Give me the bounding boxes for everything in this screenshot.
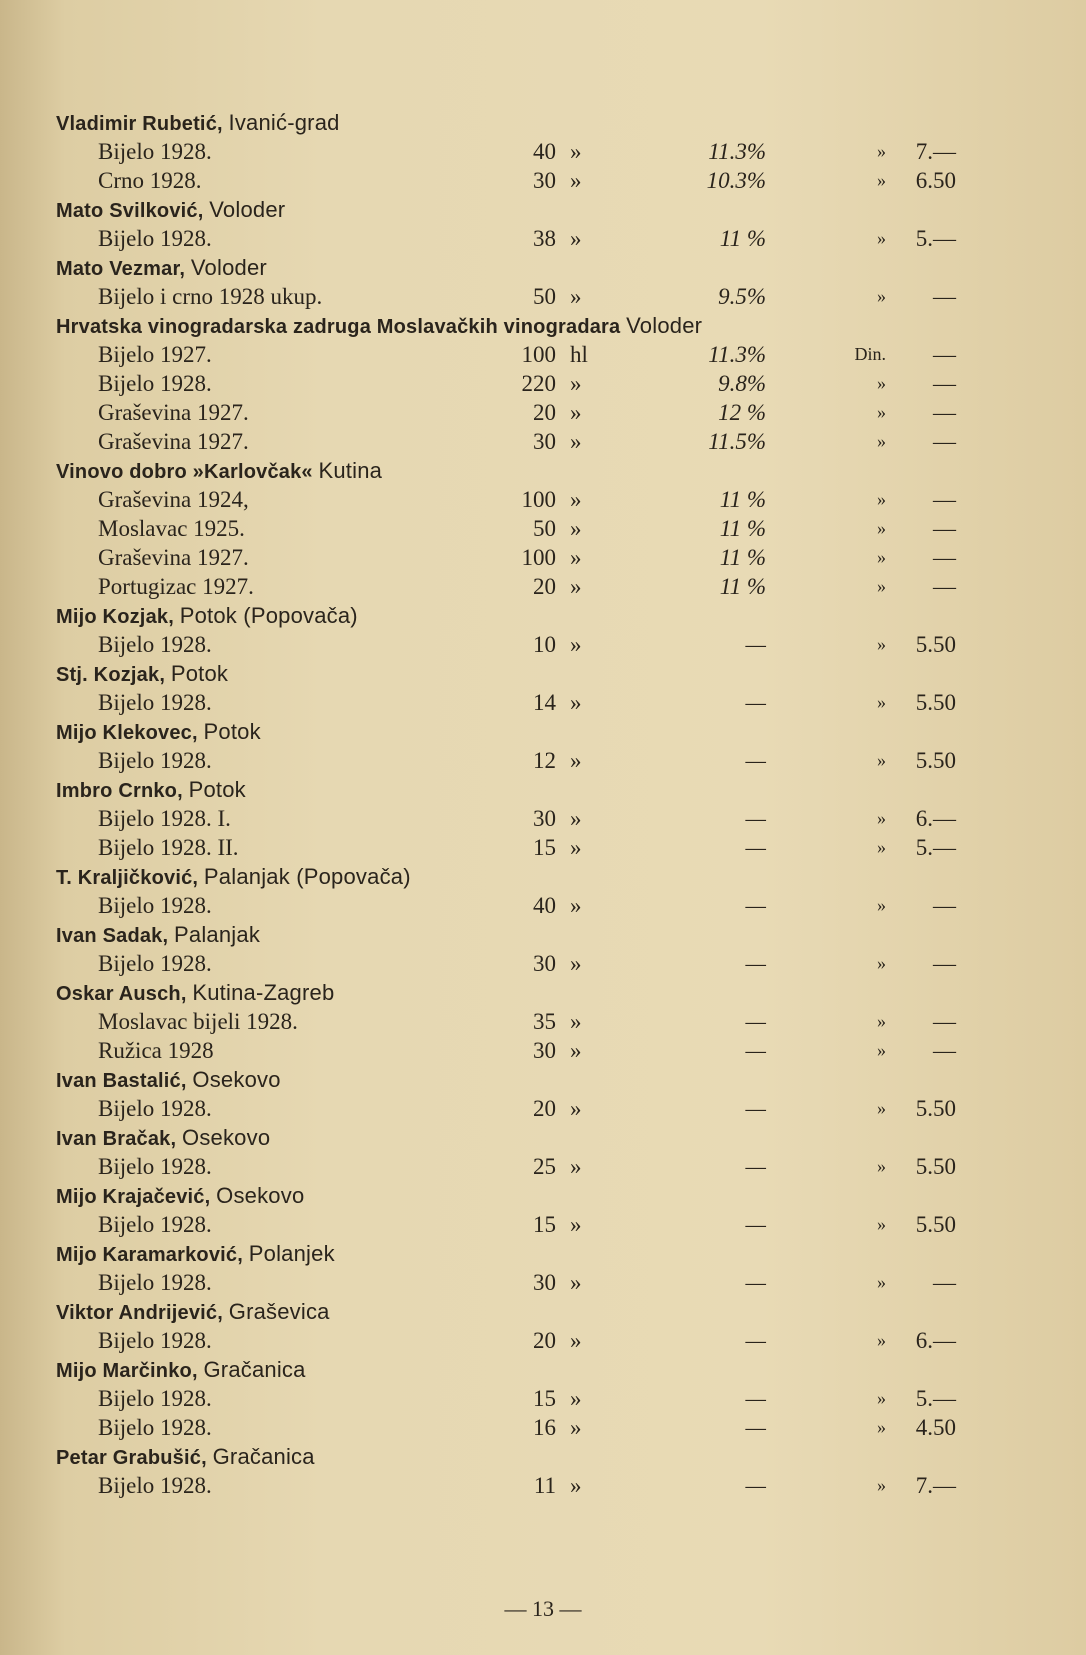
wine-quantity: 35: [533, 1009, 556, 1034]
producer-place: Voloder: [190, 255, 267, 280]
producer-label: Ivan Bračak,: [56, 1128, 177, 1150]
wine-price: —: [933, 487, 956, 512]
wine-label: Moslavac 1925.: [98, 516, 245, 541]
wine-row: [0, 398, 1086, 427]
wine-price: —: [933, 1009, 956, 1034]
wine-currency: »: [877, 1475, 886, 1495]
wine-alcohol: 11 %: [719, 545, 766, 570]
wine-alcohol: —: [745, 1038, 766, 1063]
wine-row: [0, 543, 1086, 572]
producer-name: [56, 456, 382, 487]
producer-name: [56, 1355, 306, 1386]
producer-row: [0, 253, 1086, 282]
wine-row: [0, 572, 1086, 601]
wine-label: Bijelo 1928.: [98, 371, 212, 396]
wine-quantity: 12: [533, 748, 556, 773]
wine-currency: »: [877, 1417, 886, 1437]
producer-name: [56, 311, 702, 342]
wine-label: Bijelo 1928.: [98, 690, 212, 715]
wine-row: [0, 746, 1086, 775]
wine-alcohol: —: [745, 1096, 766, 1121]
wine-unit: »: [570, 1096, 582, 1121]
wine-label: Bijelo 1928.: [98, 893, 212, 918]
wine-unit: »: [570, 1473, 582, 1498]
wine-unit: »: [570, 1212, 582, 1237]
producer-name: [56, 1297, 330, 1328]
wine-price: 6.—: [915, 1328, 956, 1353]
wine-currency: »: [877, 141, 886, 161]
wine-row: [0, 485, 1086, 514]
wine-label: Bijelo 1928.: [98, 951, 212, 976]
wine-alcohol: —: [745, 1328, 766, 1353]
wine-row: [0, 1268, 1086, 1297]
wine-row: [0, 1007, 1086, 1036]
producer-place: Kutina: [318, 458, 383, 483]
wine-quantity: 11: [533, 1473, 556, 1498]
wine-currency: »: [877, 373, 886, 393]
wine-price: 5.50: [915, 690, 956, 715]
wine-quantity: 15: [533, 1386, 556, 1411]
wine-currency: »: [877, 286, 886, 306]
wine-unit: »: [570, 951, 582, 976]
wine-row: [0, 688, 1086, 717]
wine-alcohol: 11 %: [719, 487, 766, 512]
wine-label: Graševina 1927.: [98, 429, 249, 454]
producer-name: [56, 920, 260, 951]
wine-quantity: 220: [521, 371, 556, 396]
wine-currency: »: [877, 1098, 886, 1118]
wine-label: Bijelo 1928.: [98, 1415, 212, 1440]
wine-currency: »: [877, 1156, 886, 1176]
wine-unit: »: [570, 893, 582, 918]
wine-unit: »: [570, 371, 582, 396]
wine-label: Bijelo 1928.: [98, 1212, 212, 1237]
producer-name: [56, 1065, 281, 1096]
wine-row: [0, 1152, 1086, 1181]
wine-row: [0, 369, 1086, 398]
wine-quantity: 50: [533, 516, 556, 541]
wine-price: 5.50: [915, 632, 956, 657]
producer-row: [0, 1065, 1086, 1094]
wine-currency: »: [877, 750, 886, 770]
wine-label: Bijelo 1928.: [98, 1386, 212, 1411]
producer-label: Hrvatska vinogradarska zadruga Moslavačkih vinogradara: [56, 316, 621, 338]
wine-price: 7.—: [915, 1473, 956, 1498]
producer-label: Mijo Klekovec,: [56, 722, 198, 744]
wine-unit: »: [570, 748, 582, 773]
wine-unit: »: [570, 1270, 582, 1295]
wine-label: Bijelo 1928.: [98, 748, 212, 773]
wine-price: 5.50: [915, 748, 956, 773]
wine-currency: »: [877, 518, 886, 538]
wine-row: [0, 137, 1086, 166]
wine-currency: »: [877, 1272, 886, 1292]
wine-quantity: 25: [533, 1154, 556, 1179]
wine-currency: »: [877, 1330, 886, 1350]
wine-currency: »: [877, 1040, 886, 1060]
wine-unit: »: [570, 835, 582, 860]
wine-alcohol: 11 %: [719, 226, 766, 251]
wine-quantity: 15: [533, 835, 556, 860]
wine-alcohol: —: [745, 1154, 766, 1179]
wine-quantity: 100: [521, 545, 556, 570]
wine-row: [0, 949, 1086, 978]
wine-currency: Din.: [854, 344, 886, 364]
wine-price: 7.—: [915, 139, 956, 164]
producer-label: Ivan Bastalić,: [56, 1070, 187, 1092]
wine-price: 5.—: [915, 226, 956, 251]
wine-unit: »: [570, 545, 582, 570]
wine-row: [0, 1471, 1086, 1500]
producer-name: [56, 717, 261, 748]
producer-row: [0, 195, 1086, 224]
producer-place: Voloder: [209, 197, 286, 222]
wine-row: [0, 282, 1086, 311]
wine-unit: »: [570, 1415, 582, 1440]
producer-row: [0, 659, 1086, 688]
producer-row: [0, 311, 1086, 340]
wine-currency: »: [877, 692, 886, 712]
producer-place: Kutina-Zagreb: [192, 980, 335, 1005]
wine-currency: »: [877, 1388, 886, 1408]
producer-row: [0, 862, 1086, 891]
wine-row: [0, 630, 1086, 659]
wine-label: Bijelo 1927.: [98, 342, 212, 367]
wine-price: 5.50: [915, 1096, 956, 1121]
wine-row: [0, 1326, 1086, 1355]
page-number: — 13 —: [504, 1596, 582, 1621]
wine-label: Bijelo 1928. II.: [98, 835, 239, 860]
wine-unit: »: [570, 487, 582, 512]
wine-row: [0, 166, 1086, 195]
producer-name: [56, 195, 285, 226]
wine-label: Bijelo 1928.: [98, 632, 212, 657]
wine-unit: »: [570, 284, 582, 309]
wine-price: —: [933, 893, 956, 918]
producer-name: [56, 108, 340, 139]
producer-place: Potok (Popovača): [179, 603, 358, 628]
producer-label: Mato Svilković,: [56, 200, 204, 222]
wine-price: —: [933, 342, 956, 367]
wine-quantity: 30: [533, 1038, 556, 1063]
producer-place: Gračanica: [203, 1357, 306, 1382]
producer-place: Ivanić-grad: [228, 110, 340, 135]
wine-alcohol: —: [745, 835, 766, 860]
wine-label: Bijelo 1928.: [98, 139, 212, 164]
wine-alcohol: 11 %: [719, 574, 766, 599]
wine-quantity: 20: [533, 1328, 556, 1353]
wine-currency: »: [877, 489, 886, 509]
wine-row: [0, 224, 1086, 253]
wine-price: 6.50: [915, 168, 956, 193]
producer-row: [0, 1355, 1086, 1384]
wine-price: —: [933, 284, 956, 309]
wine-unit: »: [570, 806, 582, 831]
wine-price: 4.50: [915, 1415, 956, 1440]
producer-row: [0, 1297, 1086, 1326]
producer-label: Imbro Crnko,: [56, 780, 183, 802]
producer-label: Viktor Andrijević,: [56, 1302, 223, 1324]
producer-label: Petar Grabušić,: [56, 1447, 207, 1469]
wine-alcohol: —: [745, 1386, 766, 1411]
wine-row: [0, 1036, 1086, 1065]
wine-label: Bijelo 1928. I.: [98, 806, 231, 831]
producer-row: [0, 1181, 1086, 1210]
wine-quantity: 16: [533, 1415, 556, 1440]
wine-row: [0, 833, 1086, 862]
producer-place: Potok: [170, 661, 229, 686]
wine-price: —: [933, 371, 956, 396]
wine-unit: »: [570, 226, 582, 251]
producer-place: Potok: [188, 777, 246, 802]
wine-alcohol: —: [745, 1270, 766, 1295]
wine-quantity: 30: [533, 951, 556, 976]
producer-label: Oskar Ausch,: [56, 983, 187, 1005]
wine-alcohol: —: [745, 1415, 766, 1440]
wine-price: —: [933, 951, 956, 976]
wine-list: [0, 108, 1086, 1500]
wine-price: —: [933, 400, 956, 425]
wine-label: Bijelo 1928.: [98, 1096, 212, 1121]
wine-quantity: 20: [533, 400, 556, 425]
wine-price: 5.—: [915, 1386, 956, 1411]
wine-label: Bijelo 1928.: [98, 1473, 212, 1498]
wine-row: [0, 1094, 1086, 1123]
wine-row: [0, 804, 1086, 833]
wine-quantity: 100: [521, 342, 556, 367]
producer-name: [56, 1442, 315, 1473]
wine-alcohol: 11.3%: [708, 139, 766, 164]
wine-price: —: [933, 429, 956, 454]
wine-unit: »: [570, 516, 582, 541]
wine-alcohol: 12 %: [718, 400, 766, 425]
producer-label: Vladimir Rubetić,: [56, 113, 223, 135]
wine-alcohol: —: [745, 893, 766, 918]
producer-place: Osekovo: [182, 1125, 271, 1150]
producer-row: [0, 1442, 1086, 1471]
producer-place: Palanjak (Popovača): [203, 864, 411, 889]
wine-currency: »: [877, 576, 886, 596]
wine-currency: »: [877, 1214, 886, 1234]
producer-name: [56, 1181, 304, 1212]
wine-alcohol: —: [745, 632, 766, 657]
wine-price: 6.—: [915, 806, 956, 831]
wine-row: [0, 340, 1086, 369]
wine-alcohol: —: [745, 690, 766, 715]
wine-quantity: 40: [533, 893, 556, 918]
producer-name: [56, 601, 358, 632]
producer-place: Voloder: [626, 313, 703, 338]
wine-quantity: 30: [533, 168, 556, 193]
wine-price: —: [933, 1038, 956, 1063]
wine-label: Bijelo 1928.: [98, 226, 212, 251]
producer-name: [56, 659, 228, 690]
wine-label: Graševina 1927.: [98, 545, 249, 570]
producer-row: [0, 1123, 1086, 1152]
wine-label: Graševina 1927.: [98, 400, 249, 425]
wine-quantity: 40: [533, 139, 556, 164]
wine-quantity: 50: [533, 284, 556, 309]
wine-quantity: 38: [533, 226, 556, 251]
producer-row: [0, 775, 1086, 804]
producer-place: Gračanica: [212, 1444, 315, 1469]
wine-currency: »: [877, 1011, 886, 1031]
producer-label: Vinovo dobro »Karlovčak«: [56, 461, 313, 483]
wine-row: [0, 514, 1086, 543]
wine-unit: »: [570, 1009, 582, 1034]
wine-label: Moslavac bijeli 1928.: [98, 1009, 298, 1034]
wine-unit: »: [570, 1386, 582, 1411]
wine-unit: »: [570, 429, 582, 454]
producer-row: [0, 108, 1086, 137]
wine-alcohol: —: [745, 748, 766, 773]
wine-currency: »: [877, 808, 886, 828]
producer-name: [56, 253, 267, 284]
producer-place: Graševica: [228, 1299, 330, 1324]
wine-alcohol: —: [745, 1473, 766, 1498]
producer-row: [0, 1239, 1086, 1268]
wine-currency: »: [877, 895, 886, 915]
producer-row: [0, 978, 1086, 1007]
producer-place: Potok: [203, 719, 261, 744]
producer-name: [56, 978, 334, 1009]
wine-price: —: [933, 574, 956, 599]
wine-currency: »: [877, 402, 886, 422]
wine-alcohol: 11.5%: [708, 429, 766, 454]
wine-label: Bijelo i crno 1928 ukup.: [98, 284, 323, 309]
wine-quantity: 20: [533, 1096, 556, 1121]
wine-currency: »: [877, 170, 886, 190]
wine-label: Graševina 1924,: [98, 487, 249, 512]
producer-label: Mijo Karamarković,: [56, 1244, 244, 1266]
wine-row: [0, 891, 1086, 920]
wine-price: 5.50: [915, 1154, 956, 1179]
wine-row: [0, 1210, 1086, 1239]
wine-currency: »: [877, 228, 886, 248]
wine-quantity: 10: [533, 632, 556, 657]
wine-unit: hl: [570, 342, 588, 367]
wine-quantity: 15: [533, 1212, 556, 1237]
producer-name: [56, 862, 411, 893]
wine-alcohol: 11.3%: [708, 342, 766, 367]
wine-alcohol: 11 %: [719, 516, 766, 541]
wine-alcohol: 9.8%: [718, 371, 766, 396]
wine-price: —: [933, 516, 956, 541]
wine-alcohol: —: [745, 1009, 766, 1034]
producer-label: Stj. Kozjak,: [56, 664, 166, 686]
wine-unit: »: [570, 400, 582, 425]
producer-row: [0, 920, 1086, 949]
producer-place: Polanjek: [248, 1241, 335, 1266]
wine-unit: »: [570, 1038, 582, 1063]
wine-price: 5.—: [915, 835, 956, 860]
wine-label: Bijelo 1928.: [98, 1270, 212, 1295]
producer-name: [56, 1239, 335, 1270]
producer-label: Mato Vezmar,: [56, 258, 186, 280]
wine-unit: »: [570, 168, 582, 193]
producer-name: [56, 1123, 270, 1154]
wine-alcohol: —: [745, 806, 766, 831]
wine-alcohol: —: [745, 951, 766, 976]
wine-currency: »: [877, 431, 886, 451]
producer-place: Osekovo: [192, 1067, 281, 1092]
wine-currency: »: [877, 837, 886, 857]
wine-quantity: 30: [533, 1270, 556, 1295]
producer-row: [0, 456, 1086, 485]
wine-price: —: [933, 1270, 956, 1295]
wine-unit: »: [570, 574, 582, 599]
producer-row: [0, 717, 1086, 746]
wine-unit: »: [570, 1154, 582, 1179]
wine-label: Ružica 1928: [98, 1038, 214, 1063]
wine-unit: »: [570, 1328, 582, 1353]
wine-quantity: 30: [533, 806, 556, 831]
wine-price: —: [933, 545, 956, 570]
producer-label: Mijo Kozjak,: [56, 606, 174, 628]
wine-label: Bijelo 1928.: [98, 1328, 212, 1353]
wine-label: Crno 1928.: [98, 168, 202, 193]
wine-row: [0, 1384, 1086, 1413]
producer-label: Mijo Marčinko,: [56, 1360, 198, 1382]
producer-label: Ivan Sadak,: [56, 925, 169, 947]
wine-row: [0, 427, 1086, 456]
wine-unit: »: [570, 632, 582, 657]
wine-unit: »: [570, 139, 582, 164]
wine-alcohol: 10.3%: [706, 168, 766, 193]
wine-unit: »: [570, 690, 582, 715]
wine-row: [0, 1413, 1086, 1442]
producer-label: Mijo Krajačević,: [56, 1186, 211, 1208]
wine-quantity: 100: [521, 487, 556, 512]
wine-label: Bijelo 1928.: [98, 1154, 212, 1179]
producer-row: [0, 601, 1086, 630]
wine-quantity: 30: [533, 429, 556, 454]
wine-alcohol: —: [745, 1212, 766, 1237]
wine-price: 5.50: [915, 1212, 956, 1237]
wine-currency: »: [877, 634, 886, 654]
wine-label: Portugizac 1927.: [98, 574, 254, 599]
wine-quantity: 20: [533, 574, 556, 599]
producer-place: Palanjak: [174, 922, 261, 947]
wine-currency: »: [877, 953, 886, 973]
producer-label: T. Kraljičković,: [56, 867, 199, 889]
wine-alcohol: 9.5%: [718, 284, 766, 309]
producer-place: Osekovo: [216, 1183, 305, 1208]
wine-quantity: 14: [533, 690, 556, 715]
producer-name: [56, 775, 246, 806]
wine-currency: »: [877, 547, 886, 567]
